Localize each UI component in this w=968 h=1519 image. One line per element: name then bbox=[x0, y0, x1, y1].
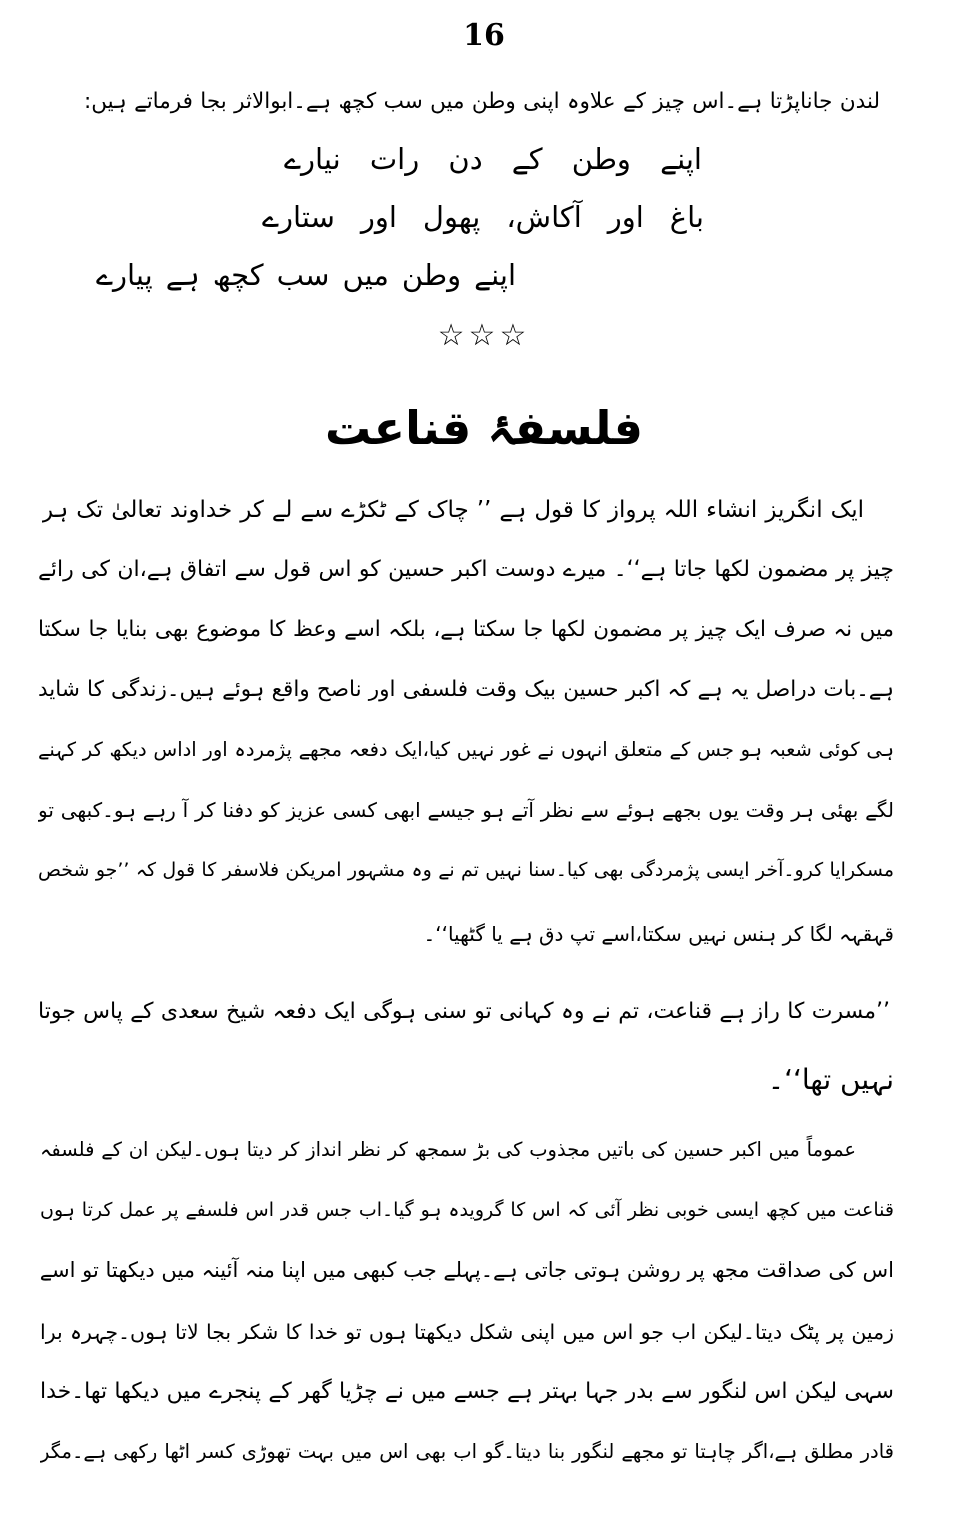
poem-line: اپنے وطن میں سب کچھ ہے پیارے bbox=[96, 258, 516, 292]
paragraph-line: چیز پر مضمون لکھا جاتا ہے‘‘۔ میرے دوست اکبر حسین کو اس قول سے اتفاق ہے،ان کی رائے bbox=[38, 557, 894, 582]
paragraph-line: میں نہ صرف ایک چیز پر مضمون لکھا جا سکتا ہے، بلکہ اسے وعظ کا موضوع بھی بنایا جا سکتا bbox=[38, 617, 894, 642]
paragraph-line: سہی لیکن اس لنگور سے بدر جہا بہتر ہے جسے میں نے چڑیا گھر کے پنجرے میں دیکھا تھا۔خدا bbox=[40, 1379, 894, 1404]
paragraph-line: مسکرایا کرو۔آخر ایسی پژمردگی بھی کیا۔سنا نہیں تم نے وہ مشہور امریکن فلاسفر کا قول کہ ’’جو شخص bbox=[38, 859, 894, 881]
paragraph-line: قہقہہ لگا کر ہنس نہیں سکتا،اسے تپ دق ہے یا گٹھیا‘‘۔ bbox=[423, 922, 894, 946]
paragraph-line: زمین پر پٹک دیتا۔لیکن اب جو اس میں اپنی شکل دیکھتا ہوں تو خدا کا شکر بجا لاتا ہوں۔چہرہ برا bbox=[40, 1320, 894, 1344]
paragraph-line: قادر مطلق ہے،اگر چاہتا تو مجھے لنگور بنا دیتا۔گو اب بھی اس میں بہت تھوڑی کسر اٹھا رکھی ہے۔مگر bbox=[40, 1440, 894, 1463]
paragraph-line: قناعت میں کچھ ایسی خوبی نظر آئی کہ اس کا گرویدہ ہو گیا۔اب جس قدر اس فلسفے پر عمل کرتا ہوں bbox=[40, 1199, 894, 1221]
section-heading: فلسفۂ قناعت bbox=[324, 401, 644, 455]
poem-line: اپنے وطن کے دن رات نیارے bbox=[284, 142, 702, 176]
paragraph-line: ایک انگریز انشاء اللہ پرواز کا قول ہے ’’ چاک کے ٹکڑے سے لے کر خداوند تعالیٰ تک ہر bbox=[42, 497, 864, 523]
poem-line: باغ اور آکاش، پھول اور ستارے bbox=[262, 200, 704, 234]
section-separator: ☆☆☆ bbox=[437, 318, 531, 353]
paragraph-line: ’’مسرت کا راز ہے قناعت، تم نے وہ کہانی تو سنی ہوگی ایک دفعہ شیخ سعدی کے پاس جوتا bbox=[38, 999, 890, 1024]
intro-line: لندن جاناپڑتا ہے۔اس چیز کے علاوہ اپنی وطن میں سب کچھ ہے۔ابوالاثر بجا فرماتے ہیں: bbox=[84, 89, 880, 114]
page-number: 16 bbox=[463, 18, 505, 53]
paragraph-line: عموماً میں اکبر حسین کی باتیں مجذوب کی بڑ سمجھ کر نظر انداز کر دیتا ہوں۔لیکن ان کے فلسفہ bbox=[40, 1138, 856, 1161]
paragraph-line: لگے بھئی ہر وقت یوں بجھے ہوئے سے نظر آتے ہو جیسے ابھی کسی عزیز کو دفنا کر آ رہے ہو۔کبھی تو bbox=[38, 798, 894, 822]
paragraph-line: ہے۔بات دراصل یہ ہے کہ اکبر حسین بیک وقت فلسفی اور ناصح واقع ہوئے ہیں۔زندگی کا شاید bbox=[38, 677, 894, 702]
paragraph-line: اس کی صداقت مجھ پر روشن ہوتی جاتی ہے۔پہلے جب کبھی میں اپنا منہ آئینہ میں دیکھتا تو اسے bbox=[40, 1258, 894, 1282]
paragraph-line: نہیں تھا‘‘۔ bbox=[767, 1063, 894, 1096]
paragraph-line: ہی کوئی شعبہ ہو جس کے متعلق انہوں نے غور نہیں کیا،ایک دفعہ مجھے پژمردہ اور اداس دیکھ کر کہنے bbox=[38, 738, 894, 761]
